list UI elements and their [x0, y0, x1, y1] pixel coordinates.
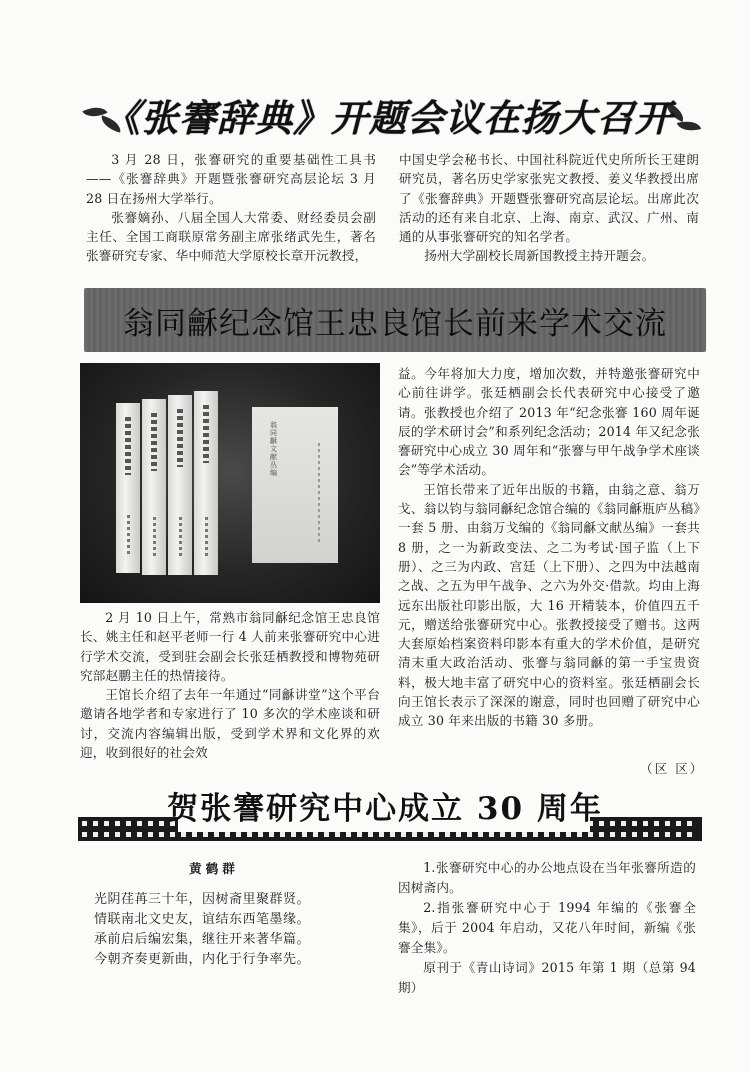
- note: 2.指张謇研究中心于 1994 年编的《张謇全集》，后于 2004 年启动，又花八年时间，新编《张謇全集》。: [398, 900, 696, 955]
- article2-title: 翁同龢纪念馆王忠良馆长前来学术交流: [123, 306, 667, 342]
- book-spine: [168, 395, 192, 575]
- note: 1.张謇研究中心的办公地点设在当年张謇所造的因树斋内。: [398, 860, 696, 895]
- book-spine: [116, 403, 140, 573]
- paragraph: 张謇嫡孙、八届全国人大常委、财经委员会副主任、全国工商联原常务副主席张绪武先生，著名张謇研究专家、华中师范大学原校长章开沅教授，: [86, 209, 376, 264]
- paragraph: 3 月 28 日，张謇研究的重要基础性工具书——《张謇辞典》开题暨张謇研究高层论坛 3 月 28 日在扬州大学举行。: [86, 152, 376, 206]
- paragraph: 中国史学会秘书长、中国社科院近代史所所长王建朗研究员，著名历史学家张宪文教授、姜义华教授出席了《张謇辞典》开题暨张謇研究高层论坛。出席此次活动的还有来自北京、上海、南京、武汉、广州、南通的从事张謇研究的知名学者。: [399, 152, 699, 245]
- article2-column-left: [80, 608, 380, 762]
- article2-headline-banner: [84, 288, 706, 352]
- article3-author: 黄鹤群: [189, 861, 239, 876]
- book-cover: [252, 407, 338, 563]
- poem-line: 承前启后编宏集，继往开来著华篇。: [94, 932, 311, 947]
- paragraph: 王馆长介绍了去年一年通过“同龢讲堂”这个平台邀请各地学者和专家进行了 10 多次的学术座谈和研讨，交流内容编辑出版，受到学术界和文化界的欢迎，收到很好的社会效: [80, 687, 380, 761]
- article3-title: 贺张謇研究中心成立 30 周年: [167, 791, 603, 827]
- article1-headline: [78, 84, 698, 142]
- poem-line: 情联南北文史友，谊结东西笔墨缘。: [94, 912, 311, 927]
- article1-column-left: [86, 150, 376, 266]
- article2-column-right: [398, 364, 700, 731]
- book-spine: [142, 399, 166, 575]
- source-note: 原刊于《青山诗词》2015 年第 1 期（总第 94 期）: [398, 960, 696, 995]
- paragraph: 益。今年将加大力度，增加次数，并特邀张謇研究中心前往讲学。张廷栖副会长代表研究中心接受了邀请。张教授也介绍了 2013 年“纪念张謇 160 周年诞辰的学术研讨会”和系列纪念活动；2014 年又纪念张謇研究中心成立 30 周年和“张謇与甲午战争学术座谈会”等学术活动。: [398, 366, 700, 478]
- book-set-photo: [80, 363, 380, 603]
- poem-line: 今朝齐奏更新曲，内化于行争率先。: [94, 952, 311, 967]
- book-cover-title: 翁同龢文献丛编: [270, 421, 277, 477]
- article1-column-right: [399, 150, 699, 266]
- paragraph: 2 月 10 日上午，常熟市翁同龢纪念馆王忠良馆长、姚主任和赵平老师一行 4 人前来张謇研究中心进行学术交流，受到驻会副会长张廷栖教授和博物苑研究部赵鹏主任的热情接待。: [80, 610, 380, 683]
- book-spine: [194, 391, 218, 575]
- article2-signoff: （区 区）: [640, 761, 705, 776]
- book-cover-mark: [318, 443, 320, 543]
- paragraph: 扬州大学副校长周新国教授主持开题会。: [424, 248, 655, 264]
- paragraph: 王馆长带来了近年出版的书籍，由翁之意、翁万戈、翁以钧与翁同龢纪念馆合编的《翁同龢瓶庐丛稿》一套 5 册、由翁万戈编的《翁同龢文献丛编》一套共 8 册，之一为新政变法、之二为考试·国子监（上下册）、之三为内政、宫廷（上下册）、之四为中法越南之战、之五为甲午战争、之六为外交·借款。均由上海远东出版社印影出版，大 16 开精装本，价值四五千元，赠送给张謇研究中心。张教授接受了赠书。这两大套原始档案资料印影本有重大的学术价值，是研究清末重大政治活动、张謇与翁同龢的第一手宝贵资料，极大地丰富了研究中心的资料室。张廷栖副会长向王馆长表示了深深的谢意，同时也回赠了研究中心成立 30 年来出版的书籍 30 多册。: [398, 481, 700, 729]
- poem-line: 光阴荏苒三十年，因树斋里聚群贤。: [94, 892, 311, 907]
- article1-title: 《张謇辞典》开题会议在扬大召开: [103, 97, 673, 140]
- poem-notes: [398, 858, 696, 998]
- poem: [94, 890, 394, 970]
